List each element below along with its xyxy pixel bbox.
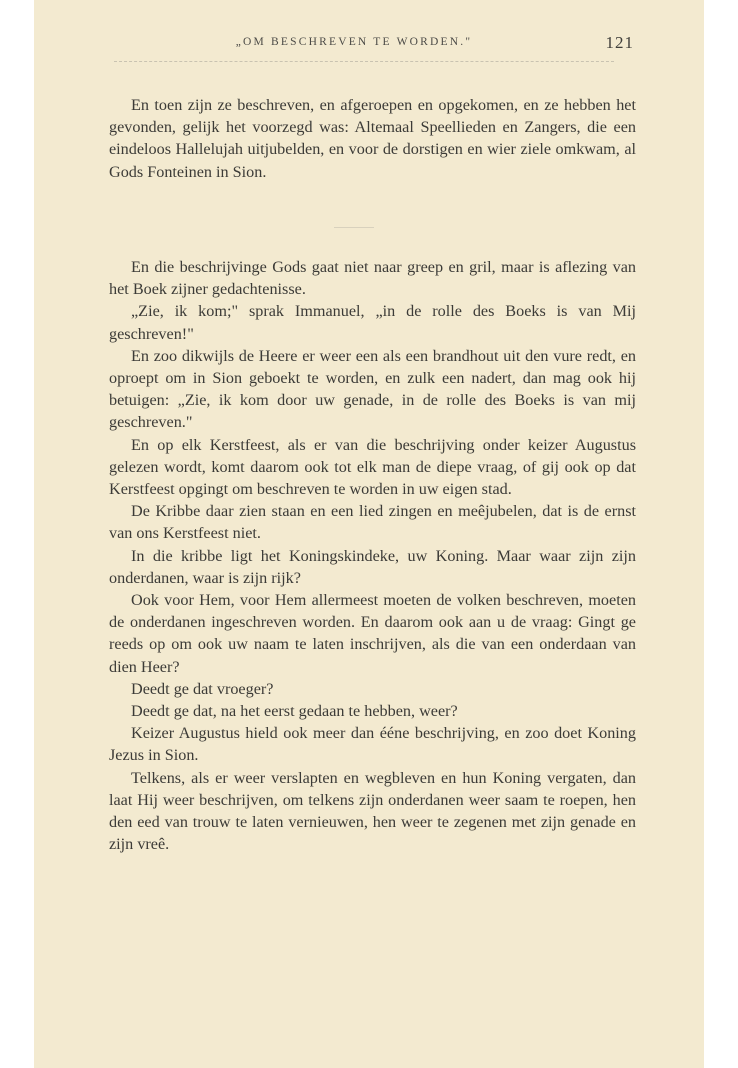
paragraph: Keizer Augustus hield ook meer dan ééne beschrijving, en zoo doet Koning Jezus in Sion. [109, 724, 636, 765]
paragraph-block-2 [109, 256, 636, 855]
paragraph: „Zie, ik kom;" sprak Immanuel, „in de rolle des Boeks is van Mij geschreven!" [109, 302, 636, 343]
paragraph: In die kribbe ligt het Koningskindeke, uw Koning. Maar waar zijn zijn onderdanen, waar is zijn rijk? [109, 546, 636, 587]
paragraph: Deedt ge dat, na het eerst gedaan te hebben, weer? [131, 702, 458, 721]
paragraph: En zoo dikwijls de Heere er weer een als een brandhout uit den vure redt, en oproept om in Sion geboekt te worden, en zulk een nadert, dan mag ook hij betuigen: „Zie, ik kom door uw genade, in de rolle des Boeks is van mij geschreven." [109, 346, 636, 432]
paragraph: En toen zijn ze beschreven, en afgeroepen en opgekomen, en ze hebben het gevonden, gelijk het voorzegd was: Altemaal Speellieden en Zangers, die een eindeloos Hallelujah uitjubelden, en voor de dorstigen en wier ziele omkwam, al Gods Fonteinen in Sion. [109, 96, 636, 181]
book-page [34, 0, 704, 1068]
paragraph: Deedt ge dat vroeger? [131, 679, 274, 698]
header-rule [114, 61, 614, 62]
running-title: „OM BESCHREVEN TE WORDEN." [235, 36, 473, 48]
page-header [34, 33, 704, 53]
section-separator [334, 227, 374, 228]
paragraph: En die beschrijvinge Gods gaat niet naar greep en gril, maar is aflezing van het Boek zijner gedachtenisse. [109, 258, 636, 299]
paragraph: En op elk Kerstfeest, als er van die beschrijving onder keizer Augustus gelezen wordt, komt daarom ook tot elk man de diepe vraag, of gij ook op dat Kerstfeest opgingt om beschreven te worden in uw eigen stad. [109, 435, 636, 499]
page-number: 121 [605, 33, 634, 52]
paragraph: De Kribbe daar zien staan en een lied zingen en meêjubelen, dat is de ernst van ons Kerstfeest niet. [109, 502, 636, 543]
paragraph: Ook voor Hem, voor Hem allermeest moeten de volken beschreven, moeten de onderdanen ingeschreven worden. En daarom ook aan u de vraag: Gingt ge reeds op om ook uw naam te laten inschrijven, als die van een onderdaan van dien Heer? [109, 591, 636, 676]
paragraph-block-1 [109, 94, 636, 183]
paragraph: Telkens, als er weer verslapten en wegbleven en hun Koning vergaten, dan laat Hij weer beschrijven, om telkens zijn onderdanen weer saam te roepen, hen den eed van trouw te laten vernieuwen, hen weer te zegenen met zijn genade en zijn vreê. [109, 768, 636, 854]
